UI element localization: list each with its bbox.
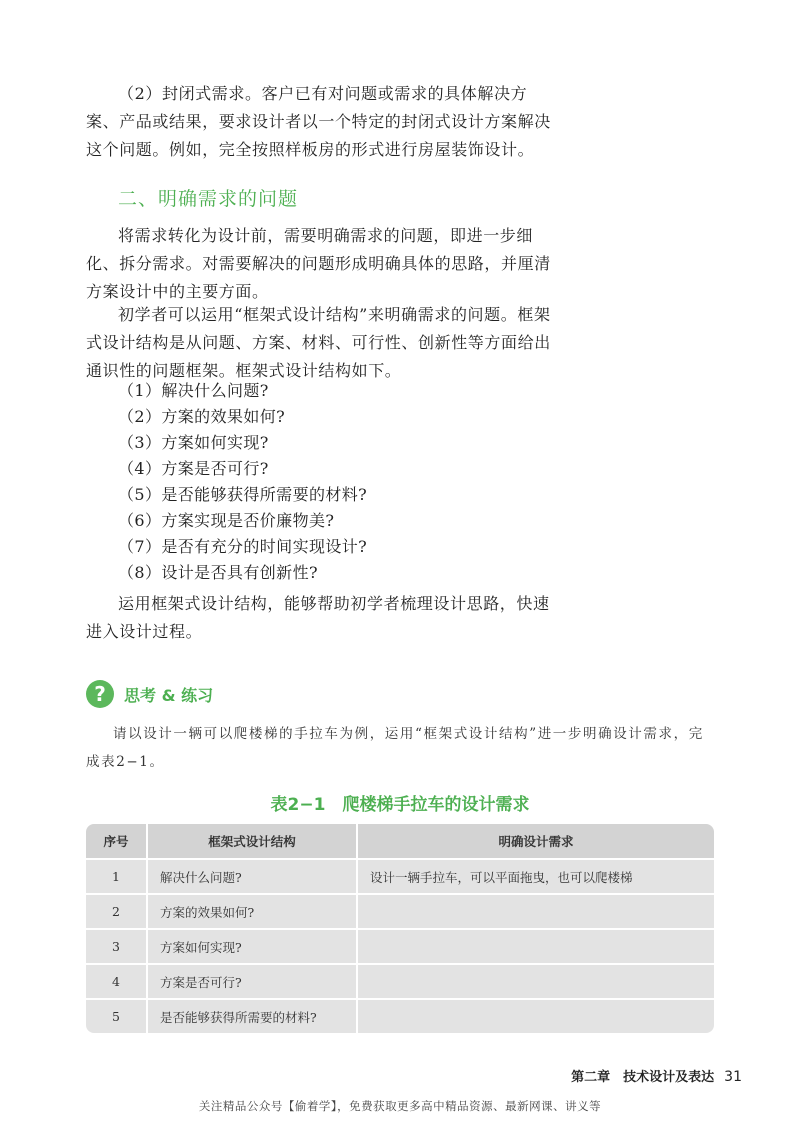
header-needs: 明确设计需求: [358, 824, 714, 858]
table-row: [86, 1000, 714, 1033]
row-needs: [358, 1000, 714, 1033]
question-mark-icon: ?: [86, 680, 114, 708]
header-number: 序号: [86, 824, 146, 858]
closed-need-paragraph: （2）封闭式需求。客户已有对问题或需求的具体解决方案、产品或结果，要求设计者以一个特定的封闭式设计方案解决这个问题。例如，完全按照样板房的形式进行房屋装饰设计。: [86, 84, 551, 159]
table-row: [86, 860, 714, 893]
framework-item: （4）方案是否可行?: [118, 459, 269, 478]
row-number: 3: [86, 930, 146, 963]
chapter-title: 第二章 技术设计及表达: [571, 1070, 715, 1085]
framework-item: （3）方案如何实现?: [118, 433, 269, 452]
section-paragraph-1: 将需求转化为设计前，需要明确需求的问题，即进一步细化、拆分需求。对需要解决的问题形成明确具体的思路，并厘清方案设计中的主要方面。: [86, 226, 551, 301]
framework-item: （2）方案的效果如何?: [118, 407, 286, 426]
row-framework: 方案是否可行?: [148, 965, 356, 998]
framework-item: （5）是否能够获得所需要的材料?: [118, 485, 368, 504]
section-paragraph-2: 初学者可以运用“框架式设计结构”来明确需求的问题。框架式设计结构是从问题、方案、材料、可行性、创新性等方面给出通识性的问题框架。框架式设计结构如下。: [86, 305, 551, 380]
section-heading: 二、明确需求的问题: [118, 188, 299, 210]
page-number: 31: [724, 1069, 742, 1085]
table-row: [86, 930, 714, 963]
row-needs: [358, 930, 714, 963]
header-framework: 框架式设计结构: [148, 824, 356, 858]
row-number: 1: [86, 860, 146, 893]
table-caption: 表2−1 爬楼梯手拉车的设计需求: [270, 795, 530, 815]
row-framework: 方案如何实现?: [148, 930, 356, 963]
row-framework: 方案的效果如何?: [148, 895, 356, 928]
row-needs: 设计一辆手拉车，可以平面拖曳，也可以爬楼梯: [358, 860, 714, 893]
section-paragraph-3: 运用框架式设计结构，能够帮助初学者梳理设计思路，快速进入设计过程。: [86, 594, 550, 641]
row-needs: [358, 895, 714, 928]
design-needs-table: [86, 824, 714, 1033]
footer-note: 关注精品公众号【偷着学】，免费获取更多高中精品资源、最新网课、讲义等: [198, 1099, 602, 1113]
table-row: [86, 895, 714, 928]
think-exercise-title: 思考 & 练习: [124, 686, 214, 705]
table-row: [86, 965, 714, 998]
framework-item: （8）设计是否具有创新性?: [118, 563, 318, 582]
row-number: 4: [86, 965, 146, 998]
row-framework: 解决什么问题?: [148, 860, 356, 893]
chapter-footer: [571, 1066, 742, 1085]
row-needs: [358, 965, 714, 998]
table-header-row: [86, 824, 714, 858]
framework-item: （1）解决什么问题?: [118, 381, 269, 400]
exercise-text: 请以设计一辆可以爬楼梯的手拉车为例，运用“框架式设计结构”进一步明确设计需求，完成表2−1。: [86, 726, 704, 770]
row-number: 2: [86, 895, 146, 928]
row-framework: 是否能够获得所需要的材料?: [148, 1000, 356, 1033]
row-number: 5: [86, 1000, 146, 1033]
framework-item: （6）方案实现是否价廉物美?: [118, 511, 335, 530]
framework-item: （7）是否有充分的时间实现设计?: [118, 537, 368, 556]
